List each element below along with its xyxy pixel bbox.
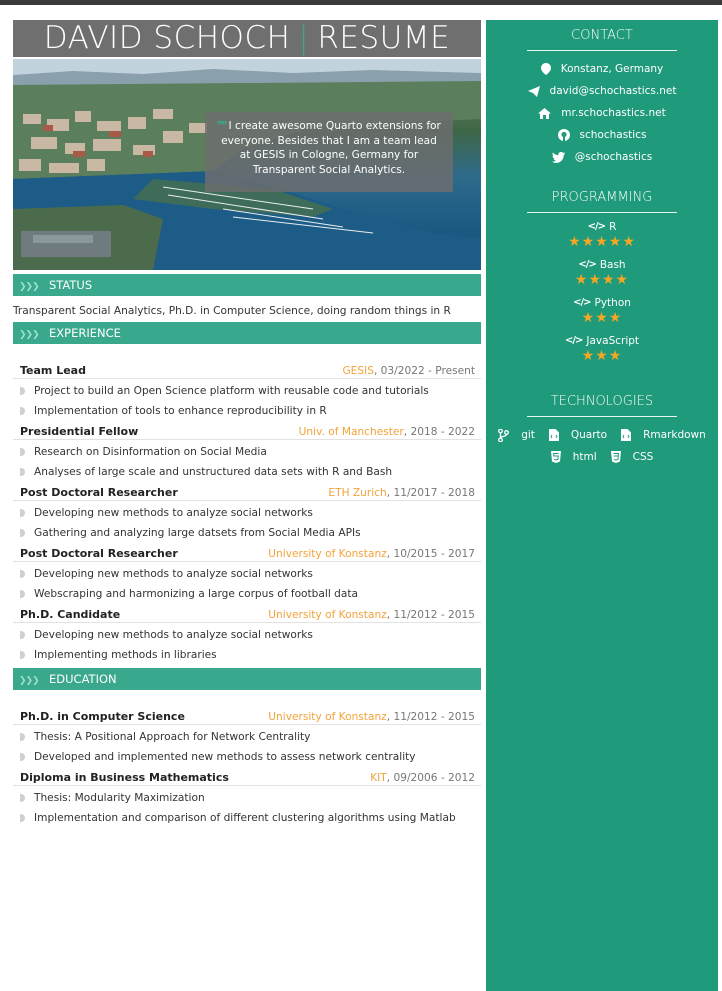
experience-entry-bullets [13, 442, 481, 482]
experience-entry-title: Post Doctoral Researcher [20, 547, 178, 560]
bullet-item: Developed and implemented new methods to assess network centrality [20, 747, 481, 767]
chevron-icon: ❯❯❯ [19, 676, 39, 686]
education-entry-title: Diploma in Business Mathematics [20, 771, 229, 784]
section-status-label: STATUS [49, 278, 93, 292]
divider [527, 50, 677, 51]
experience-entry-meta [342, 365, 475, 377]
contact-text: david@schochastics.net [549, 85, 677, 97]
experience-entry-header [13, 604, 481, 623]
code-icon: </> [587, 221, 606, 232]
experience-entry-org: Univ. of Manchester [298, 426, 404, 438]
experience-entry-bullets [13, 381, 481, 421]
education-entry-header [13, 706, 481, 725]
education-list [13, 706, 481, 828]
main-column [13, 20, 481, 828]
contact-item [486, 146, 718, 168]
git-branch-icon [498, 429, 515, 442]
experience-entry-header [13, 360, 481, 379]
bullet-item: Implementation of tools to enhance reproducibility in R [20, 401, 481, 421]
code-icon: </> [578, 259, 596, 270]
github-icon [558, 129, 575, 141]
language-label: Bash [599, 259, 626, 271]
education-entry-title: Ph.D. in Computer Science [20, 710, 185, 723]
bullet-item: Research on Disinformation on Social Media [20, 442, 481, 462]
technology-item [498, 424, 535, 446]
technology-label: git [521, 429, 535, 441]
language-name [486, 334, 718, 348]
status-text: Transparent Social Analytics, Ph.D. in Computer Science, doing random things in R [13, 305, 451, 317]
language-name [486, 220, 718, 234]
education-entry-bullets [13, 727, 481, 767]
technology-label: CSS [632, 451, 654, 463]
contact-item [486, 102, 718, 124]
experience-entry-date: , 11/2012 - 2015 [386, 609, 475, 621]
experience-entry-meta [268, 609, 475, 621]
quote-icon: ❞❞ [217, 120, 226, 132]
experience-entry-bullets [13, 564, 481, 604]
section-education-label: EDUCATION [49, 672, 117, 686]
education-entry-org: University of Konstanz [268, 711, 387, 723]
contact-title: CONTACT [571, 28, 633, 43]
language-name [486, 258, 718, 272]
name-header [13, 20, 481, 57]
hero-quote-text: I create awesome Quarto extensions for everyone. Besides that I am a team lead at GESIS in Cologne, Germany for Transparent Social Analytics. [221, 120, 441, 176]
experience-entry-title: Presidential Fellow [20, 425, 139, 438]
contact-text: @schochastics [574, 151, 653, 163]
experience-entry-date: , 11/2017 - 2018 [386, 487, 475, 499]
education-entry-date: , 11/2012 - 2015 [386, 711, 475, 723]
star-rating: ★★★★★ [568, 234, 636, 250]
technology-item [551, 446, 597, 468]
contact-text: schochastics [579, 129, 647, 141]
language-list [486, 220, 718, 364]
top-bar [0, 0, 722, 5]
bullet-item: Analyses of large scale and unstructured data sets with R and Bash [20, 462, 481, 482]
technology-label: Rmarkdown [643, 429, 706, 441]
chevron-icon: ❯❯❯ [19, 330, 39, 340]
language-label: R [609, 221, 617, 233]
technologies-title: TECHNOLOGIES [550, 394, 654, 409]
twitter-icon [552, 152, 570, 163]
language-label: JavaScript [586, 335, 640, 347]
experience-entry-org: University of Konstanz [268, 609, 387, 621]
hero-quote [205, 112, 453, 192]
technology-label: html [572, 451, 597, 463]
experience-entry-org: GESIS [342, 365, 374, 377]
section-experience-label: EXPERIENCE [49, 326, 121, 340]
experience-entry-header [13, 543, 481, 562]
technology-row [486, 446, 718, 468]
sidebar [486, 20, 718, 991]
experience-entry-header [13, 482, 481, 501]
html5-icon [551, 451, 567, 463]
experience-entry-title: Team Lead [20, 364, 86, 377]
education-entry-bullets [13, 788, 481, 828]
divider [527, 212, 677, 213]
bullet-item: Project to build an Open Science platform with reusable code and tutorials [20, 381, 481, 401]
star-rating: ★★★ [581, 310, 623, 326]
paper-plane-icon [528, 86, 545, 97]
section-experience [13, 322, 481, 344]
experience-entry-meta [328, 487, 475, 499]
file-code-icon [549, 429, 565, 441]
contact-text: mr.schochastics.net [561, 107, 666, 119]
code-icon: </> [564, 335, 583, 346]
bullet-item: Developing new methods to analyze social networks [20, 503, 481, 523]
language-name [486, 296, 718, 310]
bullet-item: Developing new methods to analyze social networks [20, 564, 481, 584]
css3-icon [611, 451, 627, 463]
education-entry-meta [268, 711, 475, 723]
hero-photo [13, 59, 481, 270]
education-entry-org: KIT [370, 772, 387, 784]
technology-item [611, 446, 654, 468]
language-item [486, 296, 718, 326]
bullet-item: Implementation and comparison of different clustering algorithms using Matlab [20, 808, 481, 828]
location-pin-icon [541, 63, 556, 75]
header-name: DAVID SCHOCH [43, 20, 291, 56]
experience-entry-date: , 2018 - 2022 [403, 426, 475, 438]
education-entry-meta [370, 772, 475, 784]
contact-item [486, 80, 718, 102]
chevron-icon: ❯❯❯ [19, 282, 39, 292]
experience-entry-bullets [13, 503, 481, 543]
bullet-item: Developing new methods to analyze social networks [20, 625, 481, 645]
experience-entry-title: Post Doctoral Researcher [20, 486, 178, 499]
language-item [486, 334, 718, 364]
divider [527, 416, 677, 417]
section-status [13, 274, 481, 296]
contact-list [486, 58, 718, 168]
home-icon [538, 108, 556, 119]
education-entry-header [13, 767, 481, 786]
bullet-item: Webscraping and harmonizing a large corpus of football data [20, 584, 481, 604]
bullet-item: Thesis: Modularity Maximization [20, 788, 481, 808]
language-item [486, 258, 718, 288]
header-separator: | [298, 20, 310, 56]
experience-entry-org: University of Konstanz [268, 548, 387, 560]
contact-text: Konstanz, Germany [560, 63, 664, 75]
contact-item [486, 58, 718, 80]
contact-item [486, 124, 718, 146]
header-suffix: RESUME [317, 20, 451, 56]
education-entry-date: , 09/2006 - 2012 [386, 772, 475, 784]
programming-title: PROGRAMMING [551, 190, 653, 205]
section-education [13, 668, 481, 690]
experience-entry-bullets [13, 625, 481, 665]
code-icon: </> [573, 297, 591, 308]
language-label: Python [594, 297, 631, 309]
experience-entry-date: , 03/2022 - Present [373, 365, 475, 377]
bullet-item: Gathering and analyzing large datsets from Social Media APIs [20, 523, 481, 543]
technology-item [549, 424, 607, 446]
bullet-item: Implementing methods in libraries [20, 645, 481, 665]
language-item [486, 220, 718, 250]
experience-entry-org: ETH Zurich [328, 487, 387, 499]
star-rating: ★★★★ [574, 272, 630, 288]
experience-entry-meta [299, 426, 475, 438]
experience-list [13, 360, 481, 665]
experience-entry-date: , 10/2015 - 2017 [386, 548, 475, 560]
experience-entry-header [13, 421, 481, 440]
experience-entry-title: Ph.D. Candidate [20, 608, 121, 621]
technology-list [486, 424, 718, 468]
technology-label: Quarto [570, 429, 608, 441]
technology-row [486, 424, 718, 446]
file-code-icon [621, 429, 637, 441]
star-rating: ★★★ [581, 348, 623, 364]
experience-entry-meta [268, 548, 475, 560]
technology-item [621, 424, 706, 446]
bullet-item: Thesis: A Positional Approach for Network Centrality [20, 727, 481, 747]
